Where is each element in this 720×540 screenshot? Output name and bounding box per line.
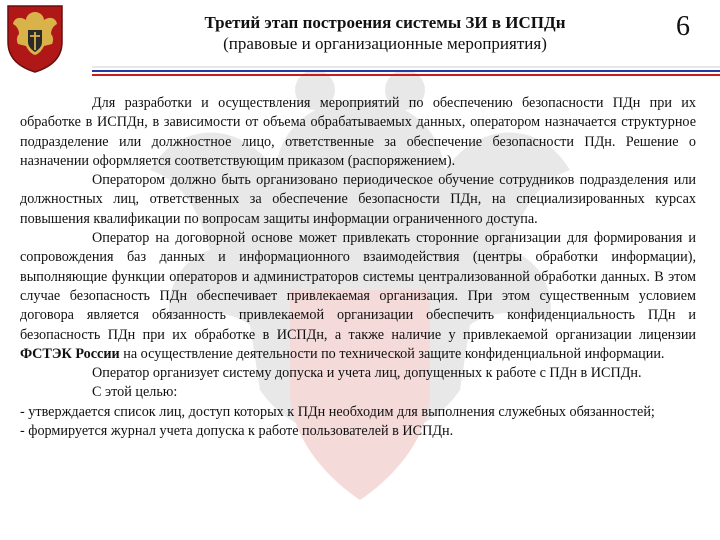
paragraph-responsible-unit: Для разработки и осуществления мероприятий по обеспечению безопасности ПДн при их обработке в ИСПДн, в зависимости от объема обрабатываемых данных, оператором назначается структурное подразделение или должностное лицо, ответственные за обеспечение безопасности ПДн. Решение о назначении оформляется соответствующим приказом (распоряжением).: [20, 95, 696, 169]
fstek-emblem-icon: [4, 2, 66, 74]
paragraph-access-control: Оператор организует систему допуска и учета лиц, допущенных к работе с ПДн в ИСПДн.: [92, 365, 642, 382]
paragraph-text-end: на осуществление деятельности по технической защите конфиденциальной информации.: [119, 345, 665, 362]
fstec-name: ФСТЭК России: [20, 345, 120, 362]
list-item-access-journal: - формируется журнал учета допуска к работе пользователей в ИСПДн.: [20, 423, 454, 440]
list-item-approved-persons: - утверждается список лиц, доступ которых к ПДн необходим для выполнения служебных обязанностей;: [20, 403, 655, 420]
slide-header: [0, 0, 720, 80]
slide-title: [150, 12, 620, 54]
title-subtitle: (правовые и организационные мероприятия): [223, 34, 547, 53]
stripe-red: [92, 74, 720, 76]
slide-body: [20, 94, 696, 441]
page-number: 6: [676, 11, 690, 42]
stripe-blue: [92, 70, 720, 72]
paragraph-text: Оператор на договорной основе может привлекать сторонние организации для формирования и сопровождения баз данных и информационного взаимодействия (центры обработки информации), выполняющие функции операторов и администраторов системы централизованной обработки данных. В этом случае безопасность ПДн обеспечивает привлекаемая организация. При этом существенным условием договора является обязанность привлекаемой организации обеспечить конфиденциальность ПДн и безопасность ПДн при их обработке в ИСПДн, а также наличие у привлекаемой организации лицензии: [20, 230, 696, 343]
title-main: Третий этап построения системы ЗИ в ИСПДн: [204, 13, 566, 32]
paragraph-staff-training: Оператором должно быть организовано периодическое обучение сотрудников подразделения или должностных лиц, ответственных за обеспечение безопасности ПДн, на специализированных курсах повышения квалификации по вопросам защиты информации ограниченного доступа.: [20, 172, 696, 227]
stripe-white: [92, 66, 720, 68]
header-divider: [92, 66, 720, 78]
paragraph-purpose: С этой целью:: [92, 384, 178, 401]
paragraph-third-party-organizations: [20, 229, 696, 364]
